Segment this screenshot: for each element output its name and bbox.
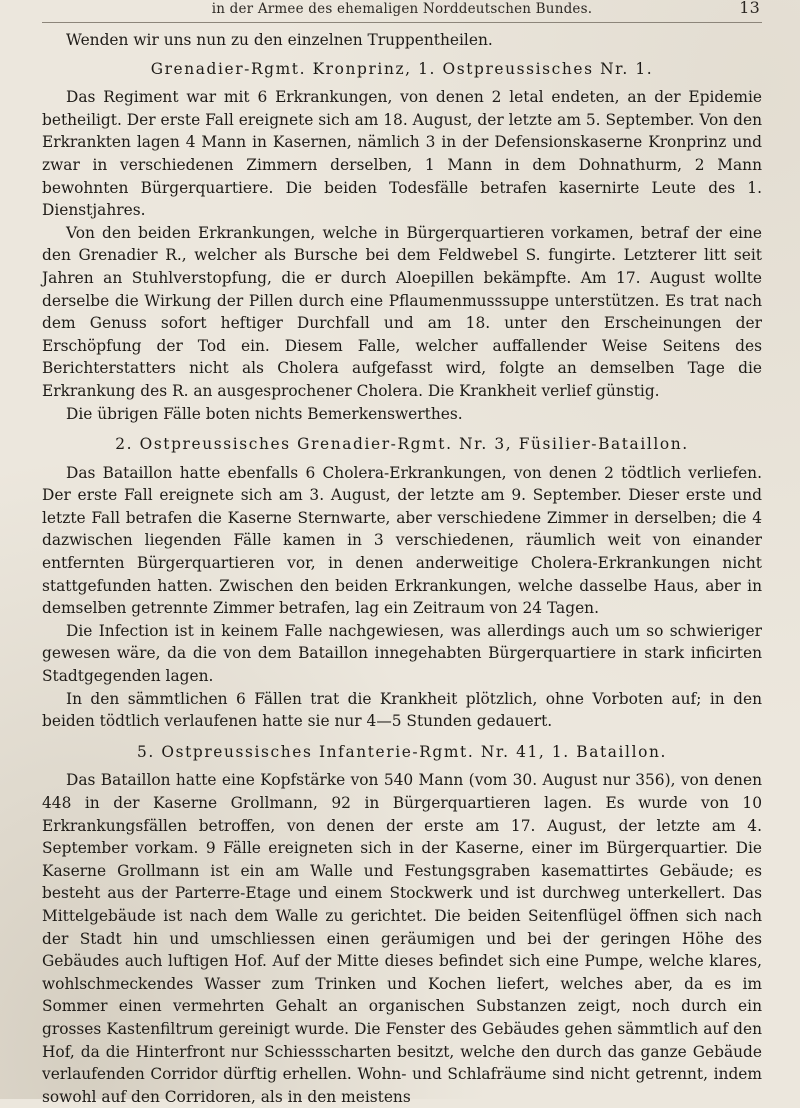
section-2-paragraph-3: In den sämmtlichen 6 Fällen trat die Krankheit plötzlich, ohne Vorboten auf; in den beiden tödtlich verlaufenen hatte sie nur 4—5 Stunden gedauert. [42, 689, 762, 731]
section-heading-1: Grenadier-Rgmt. Kronprinz, 1. Ostpreussisches Nr. 1. [150, 59, 654, 78]
header-divider [42, 22, 762, 23]
section-3-paragraph-1: Das Bataillon hatte eine Kopfstärke von 540 Mann (vom 30. August nur 356), von denen 448 in der Kaserne Grollmann, 92 in Bürgerquartieren lagen. Es wurde von 10 Erkrankungsfällen betroffen, von denen der erste am 17. August, der letzte am 4. September vorkam. 9 Fälle ereigneten sich in der Kaserne, einer im Bürgerquartier. Die Kaserne Grollmann ist ein am Walle und Festungsgraben kasemattirtes Gebäude; es besteht aus der Parterre-Etage und einem Stockwerk und ist durchweg unterkellert. Das Mittelgebäude ist nach dem Walle zu gerichtet. Die beiden Seitenflügel öffnen sich nach der Stadt hin und umschliessen einen geräumigen und bei der geringen Höhe des Gebäudes auch luftigen Hof. Auf der Mitte dieses befindet sich eine Pumpe, welche klares, wohlschmeckendes Wasser zum Trinken und Kochen liefert, welches aber, da es im Sommer einen vermehrten Gehalt an organischen Substanzen zeigt, noch durch ein grosses Kastenfiltrum gereinigt wurde. Die Fenster des Gebäudes gehen sämmtlich auf den Hof, da die Hinterfront nur Schiessscharten besitzt, welche den durch das ganze Gebäude verlaufenden Corridor dürftig erhellen. Wohn- und Schlafräume sind nicht getrennt, indem sowohl auf den Corridoren, als in den meistens [42, 771, 762, 1106]
section-2-paragraph-1: Das Bataillon hatte ebenfalls 6 Cholera-Erkrankungen, von denen 2 tödtlich verliefen. Der erste Fall ereignete sich am 3. August, der letzte am 9. September. Dieser erste und letzte Fall betrafen die Kaserne Sternwarte, aber verschiedene Zimmer in derselben; die 4 dazwischen liegenden Fälle kamen in 3 verschiedenen, räumlich weit von einander entfernten Bürgerquartieren vor, in denen anderweitige Cholera-Erkrankungen nicht stattgefunden hatten. Zwischen den beiden Erkrankungen, welche dasselbe Haus, aber in demselben getrennte Zimmer betrafen, lag ein Zeitraum von 24 Tagen. [42, 463, 762, 618]
running-head-title: in der Armee des ehemaligen Norddeutschen Bundes. [211, 1, 593, 17]
running-head [42, 0, 762, 22]
section-1-paragraph-1: Das Regiment war mit 6 Erkrankungen, von denen 2 letal endeten, an der Epidemie betheiligt. Der erste Fall ereignete sich am 18. August, der letzte am 5. September. Von den Erkrankten lagen 4 Mann in Kasernen, nämlich 3 in der Defensionskaserne Kronprinz und zwar in verschiedenen Zimmern derselben, 1 Mann in dem Dohnathurm, 2 Mann bewohnten Bürgerquartiere. Die beiden Todesfälle betrafen kasernirte Leute des 1. Dienstjahres. [42, 88, 762, 220]
section-1-paragraph-2: Von den beiden Erkrankungen, welche in Bürgerquartieren vorkamen, betraf der eine den Grenadier R., welcher als Bursche bei dem Feldwebel S. fungirte. Letzterer litt seit Jahren an Stuhlverstopfung, die er durch Aloepillen bekämpfte. Am 17. August wollte derselbe die Wirkung der Pillen durch eine Pflaumenmusssuppe unterstützen. Es trat nach dem Genuss sofort heftiger Durchfall und am 18. unter den Erscheinungen der Erschöpfung der Tod ein. Diesem Falle, welcher auffallender Weise Seitens des Berichterstatters nicht als Cholera aufgefasst wird, folgte an demselben Tage die Erkrankung des R. an ausgesprochener Cholera. Die Krankheit verlief günstig. [42, 223, 762, 400]
intro-paragraph: Wenden wir uns nun zu den einzelnen Truppentheilen. [66, 31, 493, 49]
section-1-paragraph-3: Die übrigen Fälle boten nichts Bemerkenswerthes. [66, 404, 463, 423]
section-2-paragraph-2: Die Infection ist in keinem Falle nachgewiesen, was allerdings auch um so schwieriger gewesen wäre, da die von dem Bataillon innegehabten Bürgerquartiere in stark inficirten Stadtgegenden lagen. [42, 621, 762, 686]
section-heading-2: 2. Ostpreussisches Grenadier-Rgmt. Nr. 3, Füsilier-Bataillon. [115, 435, 689, 454]
page-number: 13 [739, 0, 760, 17]
section-heading-3: 5. Ostpreussisches Infanterie-Rgmt. Nr. 41, 1. Bataillon. [137, 742, 667, 761]
